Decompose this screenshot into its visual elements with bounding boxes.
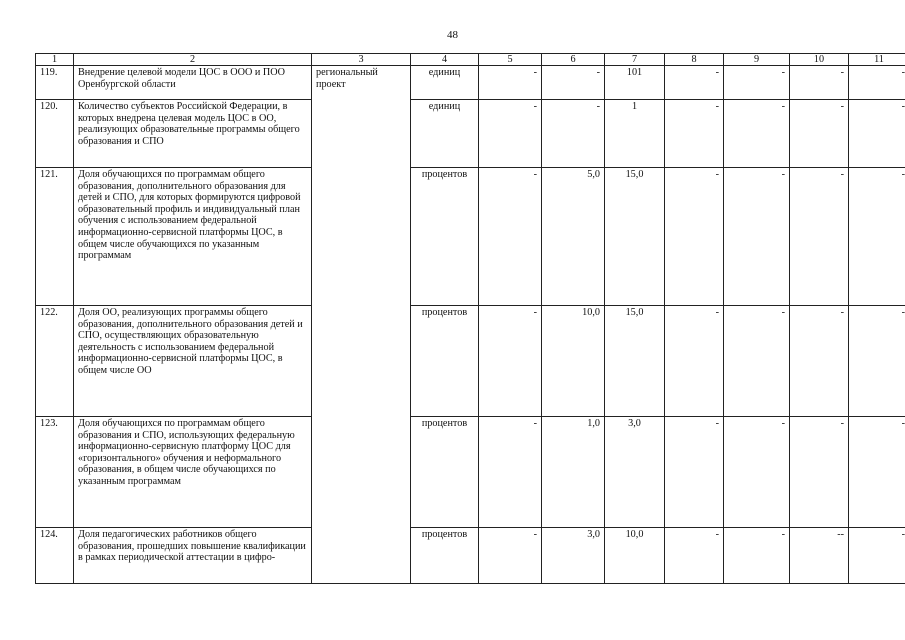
table-header-row [36, 54, 905, 66]
column-header: 8 [665, 54, 724, 66]
column-header: 4 [411, 54, 479, 66]
row-number: 120. [36, 100, 74, 168]
column-header: 2 [74, 54, 312, 66]
unit-cell: единиц [411, 66, 479, 100]
value-cell: - [849, 306, 905, 417]
indicator-description: Внедрение целевой модели ЦОС в ООО и ПОО Оренбургской области [74, 66, 312, 100]
column-header: 10 [790, 54, 849, 66]
table-row [36, 306, 905, 417]
value-cell: - [790, 306, 849, 417]
column-header: 1 [36, 54, 74, 66]
row-number: 122. [36, 306, 74, 417]
row-number: 121. [36, 168, 74, 306]
value-cell: - [790, 417, 849, 528]
value-cell: - [665, 66, 724, 100]
row-number: 123. [36, 417, 74, 528]
value-cell: -- [790, 528, 849, 584]
value-cell: - [790, 168, 849, 306]
table-row [36, 66, 905, 100]
value-cell: - [724, 528, 790, 584]
value-cell: - [849, 100, 905, 168]
value-cell: - [724, 417, 790, 528]
row-number: 124. [36, 528, 74, 584]
unit-cell: процентов [411, 306, 479, 417]
column-header: 3 [312, 54, 411, 66]
column-header: 6 [542, 54, 605, 66]
value-cell: 3,0 [542, 528, 605, 584]
value-cell: 15,0 [605, 168, 665, 306]
page-number: 48 [447, 29, 458, 41]
value-cell: - [724, 168, 790, 306]
value-cell: - [849, 66, 905, 100]
unit-cell: процентов [411, 528, 479, 584]
value-cell: 5,0 [542, 168, 605, 306]
indicators-table [35, 53, 905, 584]
column-header: 7 [605, 54, 665, 66]
unit-cell: процентов [411, 168, 479, 306]
table-row [36, 100, 905, 168]
indicator-description: Количество субъектов Российской Федерации, в которых внедрена целевая модель ЦОС в ОО, реализующих образовательные программы общего образования и СПО [74, 100, 312, 168]
column-header: 9 [724, 54, 790, 66]
value-cell: - [479, 66, 542, 100]
value-cell: - [665, 417, 724, 528]
value-cell: - [479, 168, 542, 306]
value-cell: 3,0 [605, 417, 665, 528]
indicator-description: Доля педагогических работников общего образования, прошедших повышение квалификации в рамках периодической аттестации в цифро- [74, 528, 312, 584]
value-cell: - [665, 306, 724, 417]
value-cell: - [665, 168, 724, 306]
value-cell: 1,0 [542, 417, 605, 528]
value-cell: - [542, 100, 605, 168]
value-cell: - [849, 168, 905, 306]
table-row [36, 528, 905, 584]
row-number: 119. [36, 66, 74, 100]
column-header: 11 [849, 54, 905, 66]
value-cell: - [479, 306, 542, 417]
value-cell: - [790, 66, 849, 100]
unit-cell: процентов [411, 417, 479, 528]
value-cell: 15,0 [605, 306, 665, 417]
value-cell: - [849, 528, 905, 584]
table-row [36, 417, 905, 528]
table-row [36, 168, 905, 306]
value-cell: 10,0 [605, 528, 665, 584]
source-cell: региональный проект [312, 66, 411, 584]
value-cell: - [479, 417, 542, 528]
value-cell: - [724, 66, 790, 100]
value-cell: 101 [605, 66, 665, 100]
indicator-description: Доля обучающихся по программам общего образования, дополнительного образования для детей и СПО, для которых формируются цифровой образовательный профиль и индивидуальный план обучения с использованием федеральной информационно-сервисной платформы ЦОС, в общем числе обучающихся по указанным программам [74, 168, 312, 306]
unit-cell: единиц [411, 100, 479, 168]
value-cell: - [849, 417, 905, 528]
column-header: 5 [479, 54, 542, 66]
value-cell: - [790, 100, 849, 168]
value-cell: - [542, 66, 605, 100]
value-cell: - [479, 100, 542, 168]
value-cell: - [479, 528, 542, 584]
indicator-description: Доля ОО, реализующих программы общего образования, дополнительного образования детей и СПО, осуществляющих образовательную деятельность с использованием федеральной информационно-сервисной платформы ЦОС, в общем числе ОО [74, 306, 312, 417]
value-cell: - [724, 100, 790, 168]
value-cell: 10,0 [542, 306, 605, 417]
value-cell: - [665, 100, 724, 168]
indicator-description: Доля обучающихся по программам общего образования и СПО, использующих федеральную информационно-сервисную платформу ЦОС для «горизонтального» обучения и неформального образования, в общем числе обучающихся по указанным программам [74, 417, 312, 528]
value-cell: - [665, 528, 724, 584]
value-cell: 1 [605, 100, 665, 168]
value-cell: - [724, 306, 790, 417]
